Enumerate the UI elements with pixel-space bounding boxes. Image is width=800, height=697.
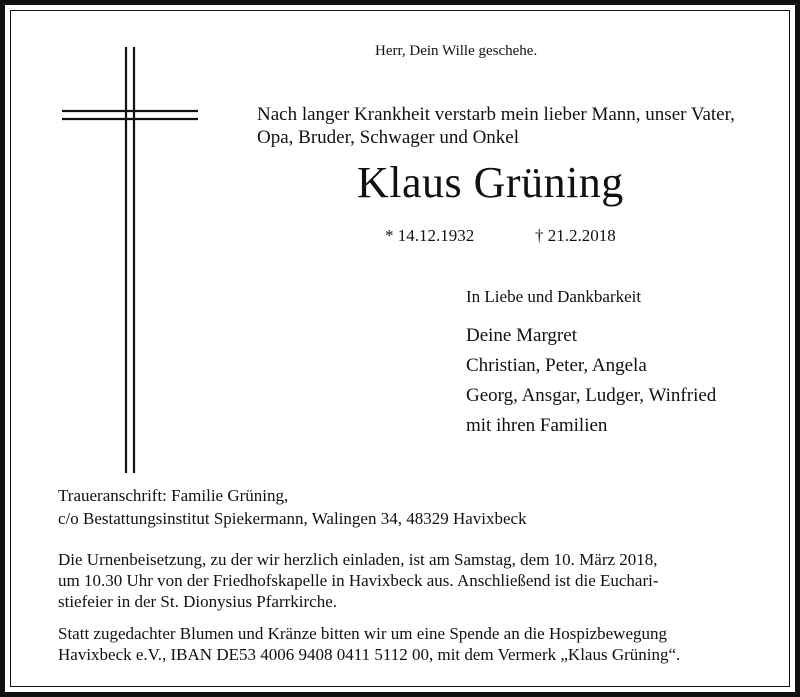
deceased-name: Klaus Grüning: [357, 158, 624, 207]
intro-line: Nach langer Krankheit verstarb mein lieber Mann, unser Vater,: [257, 104, 735, 125]
mourners-list: [466, 321, 716, 441]
christian-cross-icon: [60, 45, 200, 475]
donation-line: Statt zugedachter Blumen und Kränze bitten wir um eine Spende an die Hospizbewegung: [58, 624, 667, 643]
mourning-address: [58, 484, 527, 530]
motto: Herr, Dein Wille geschehe.: [375, 43, 538, 59]
address-line: Traueranschrift: Familie Grüning,: [58, 486, 289, 505]
funeral-line: um 10.30 Uhr von der Friedhofskapelle in Havixbeck aus. Anschließend ist die Euchari-: [58, 571, 659, 590]
intro-line: Opa, Bruder, Schwager und Onkel: [257, 127, 520, 148]
greeting: In Liebe und Dankbarkeit: [466, 287, 642, 306]
mourner-line: Georg, Ansgar, Ludger, Winfried: [466, 385, 717, 406]
donation-line: Havixbeck e.V., IBAN DE53 4006 9408 0411 5112 00, mit dem Vermerk „Klaus Grüning“.: [58, 645, 681, 664]
funeral-line: Die Urnenbeisetzung, zu der wir herzlich einladen, ist am Samstag, dem 10. März 2018,: [58, 550, 658, 569]
mourner-line: mit ihren Familien: [466, 415, 608, 436]
mourner-line: Christian, Peter, Angela: [466, 355, 647, 376]
birth-date: * 14.12.1932: [385, 226, 475, 245]
donation-notice: [58, 623, 680, 665]
funeral-line: stiefeier in der St. Dionysius Pfarrkirche.: [58, 592, 338, 611]
mourner-line: Deine Margret: [466, 325, 577, 346]
intro-text: [257, 103, 735, 149]
death-date: † 21.2.2018: [535, 226, 616, 245]
funeral-notice: [58, 549, 659, 612]
address-line: c/o Bestattungsinstitut Spiekermann, Walingen 34, 48329 Havixbeck: [58, 509, 527, 528]
